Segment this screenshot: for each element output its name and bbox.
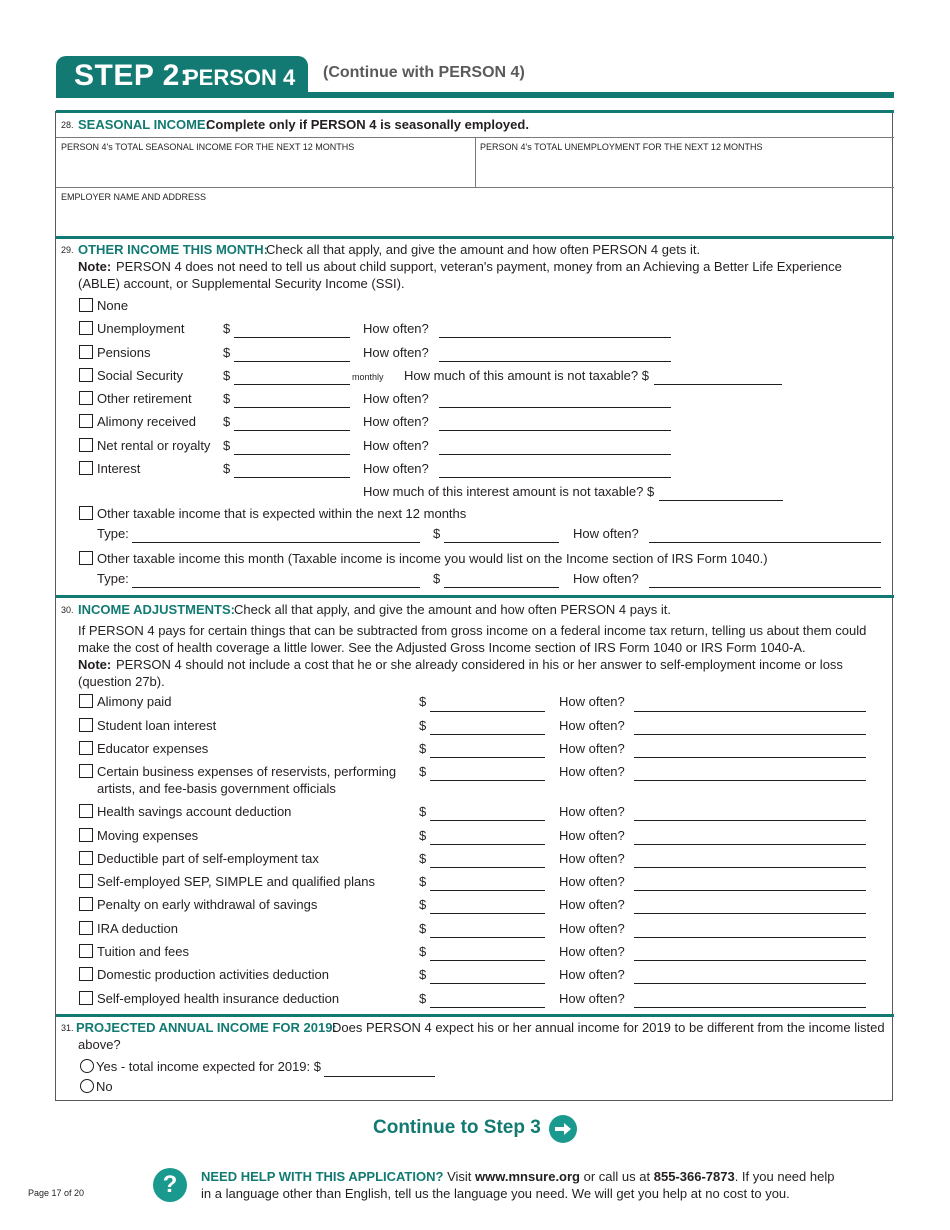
- amount-field[interactable]: [444, 542, 559, 543]
- q30-note: PERSON 4 should not include a cost that he or she already considered in his or her answer to self-employment income or loss: [116, 657, 843, 672]
- dollar-sign: $: [223, 368, 231, 383]
- adjustment-checkbox[interactable]: [79, 921, 93, 935]
- amount-field[interactable]: [430, 960, 545, 961]
- help-rest: . If you need help: [734, 1169, 835, 1184]
- amount-field[interactable]: [430, 983, 545, 984]
- q28-subtitle: Complete only if PERSON 4 is seasonally employed.: [206, 117, 529, 132]
- q31-title: PROJECTED ANNUAL INCOME FOR 2019:: [76, 1020, 337, 1035]
- how-often-label: How often?: [559, 718, 625, 733]
- how-often-field[interactable]: [439, 337, 671, 338]
- adjustment-checkbox[interactable]: [79, 944, 93, 958]
- website-link[interactable]: www.mnsure.org: [475, 1169, 580, 1184]
- ss-not-taxable-field[interactable]: [654, 384, 782, 385]
- amount-field[interactable]: [444, 587, 559, 588]
- seasonal-income-field[interactable]: [57, 155, 473, 186]
- type-field[interactable]: [132, 542, 420, 543]
- how-often-label: How often?: [363, 391, 429, 406]
- none-checkbox[interactable]: [79, 298, 93, 312]
- how-often-label: How often?: [559, 851, 625, 866]
- how-often-field[interactable]: [634, 757, 866, 758]
- dollar-sign: $: [419, 897, 427, 912]
- adjustment-label: IRA deduction: [97, 921, 178, 936]
- dollar-sign: $: [433, 571, 441, 586]
- dollar-sign: $: [223, 414, 231, 429]
- adjustment-checkbox[interactable]: [79, 764, 93, 778]
- continue-to-step-3[interactable]: Continue to Step 3: [373, 1117, 541, 1138]
- help-line-2: in a language other than English, tell us the language you need. We will get you help at no cost to you.: [201, 1186, 790, 1201]
- how-often-field[interactable]: [634, 867, 866, 868]
- how-often-label: How often?: [573, 526, 639, 541]
- other-retirement-checkbox[interactable]: [79, 391, 93, 405]
- adjustment-checkbox[interactable]: [79, 804, 93, 818]
- q30-note-2: (question 27b).: [78, 674, 165, 689]
- type-label: Type:: [97, 526, 129, 541]
- q31-number: 31.: [61, 1023, 74, 1033]
- q29-note-2: (ABLE) account, or Supplemental Security Income (SSI).: [78, 276, 405, 291]
- unemployment-checkbox[interactable]: [79, 321, 93, 335]
- amount-field[interactable]: [234, 454, 350, 455]
- q30-number: 30.: [61, 605, 74, 615]
- dollar-sign: $: [419, 944, 427, 959]
- q29-title: OTHER INCOME THIS MONTH:: [78, 242, 268, 257]
- yes-radio[interactable]: [80, 1059, 94, 1073]
- how-often-field[interactable]: [634, 820, 866, 821]
- type-field[interactable]: [132, 587, 420, 588]
- amount-field[interactable]: [234, 337, 350, 338]
- how-often-label: How often?: [559, 828, 625, 843]
- income-item-label: Other retirement: [97, 391, 192, 406]
- adjustment-checkbox[interactable]: [79, 741, 93, 755]
- how-often-field[interactable]: [439, 454, 671, 455]
- how-often-field[interactable]: [634, 890, 866, 891]
- how-often-field[interactable]: [634, 780, 866, 781]
- how-often-label: How often?: [559, 991, 625, 1006]
- how-often-field[interactable]: [634, 913, 866, 914]
- amount-field[interactable]: [430, 867, 545, 868]
- adjustment-label: Alimony paid: [97, 694, 172, 709]
- adjustment-label: Certain business expenses of reservists, performing: [97, 764, 397, 779]
- page-number: Page 17 of 20: [28, 1188, 85, 1198]
- dollar-sign: $: [419, 741, 427, 756]
- how-often-label: How often?: [559, 921, 625, 936]
- adjustment-label: Domestic production activities deduction: [97, 967, 329, 982]
- expected-income-field[interactable]: [324, 1076, 435, 1077]
- amount-field[interactable]: [430, 913, 545, 914]
- arrow-right-icon[interactable]: [549, 1115, 577, 1143]
- how-often-label: How often?: [559, 967, 625, 982]
- header-rule: [56, 92, 894, 98]
- interest-not-taxable-label: How much of this interest amount is not taxable? $: [363, 484, 655, 499]
- help-title: NEED HELP WITH THIS APPLICATION?: [201, 1169, 444, 1184]
- income-item-label: Interest: [97, 461, 141, 476]
- adjustment-label: Educator expenses: [97, 741, 209, 756]
- how-often-field[interactable]: [634, 1007, 866, 1008]
- adjustment-checkbox[interactable]: [79, 718, 93, 732]
- other-month-checkbox[interactable]: [79, 551, 93, 565]
- q28-number: 28.: [61, 120, 74, 130]
- amount-field[interactable]: [234, 430, 350, 431]
- continue-note: (Continue with PERSON 4): [323, 64, 525, 81]
- no-label: No: [96, 1079, 113, 1094]
- income-item-label: Social Security: [97, 368, 183, 383]
- income-item-label: Alimony received: [97, 414, 196, 429]
- person-label: PERSON 4: [184, 65, 296, 90]
- q30-intro: Check all that apply, and give the amount and how often PERSON 4 pays it.: [234, 602, 671, 617]
- alimony-received-checkbox[interactable]: [79, 414, 93, 428]
- how-often-label: How often?: [559, 874, 625, 889]
- section-rule-31: [56, 1014, 894, 1017]
- section-rule-30: [56, 595, 894, 598]
- adjustment-checkbox[interactable]: [79, 967, 93, 981]
- how-often-field[interactable]: [634, 711, 866, 712]
- dollar-sign: $: [433, 526, 441, 541]
- step-label: STEP 2:: [74, 59, 191, 92]
- how-often-field[interactable]: [634, 960, 866, 961]
- help-visit: Visit: [447, 1169, 472, 1184]
- amount-field[interactable]: [430, 780, 545, 781]
- how-often-field[interactable]: [634, 937, 866, 938]
- dollar-sign: $: [223, 461, 231, 476]
- q31-question-2: above?: [78, 1037, 121, 1052]
- adjustment-checkbox[interactable]: [79, 897, 93, 911]
- how-often-label: How often?: [363, 321, 429, 336]
- dollar-sign: $: [419, 694, 427, 709]
- dollar-sign: $: [223, 345, 231, 360]
- adjustment-label: Self-employed SEP, SIMPLE and qualified plans: [97, 874, 375, 889]
- unemployment-label: PERSON 4's TOTAL UNEMPLOYMENT FOR THE NEXT 12 MONTHS: [480, 142, 763, 152]
- dollar-sign: $: [419, 718, 427, 733]
- adjustment-checkbox[interactable]: [79, 991, 93, 1005]
- how-often-field[interactable]: [634, 734, 866, 735]
- q29-number: 29.: [61, 245, 74, 255]
- social-security-checkbox[interactable]: [79, 368, 93, 382]
- adjustment-label: Self-employed health insurance deduction: [97, 991, 340, 1006]
- dollar-sign: $: [419, 851, 427, 866]
- q31-question: Does PERSON 4 expect his or her annual income for 2019 to be different from the income listed: [332, 1020, 885, 1035]
- section-rule-28: [56, 110, 894, 113]
- amount-field[interactable]: [430, 1007, 545, 1008]
- how-often-field[interactable]: [634, 983, 866, 984]
- net-rental-checkbox[interactable]: [79, 438, 93, 452]
- adjustment-label: Moving expenses: [97, 828, 199, 843]
- amount-field[interactable]: [234, 477, 350, 478]
- q28-title: SEASONAL INCOME:: [78, 117, 210, 132]
- no-radio[interactable]: [80, 1079, 94, 1093]
- adjustment-checkbox[interactable]: [79, 874, 93, 888]
- how-often-label: How often?: [363, 461, 429, 476]
- q30-note-label: Note:: [78, 657, 112, 672]
- amount-field[interactable]: [430, 820, 545, 821]
- q30-title: INCOME ADJUSTMENTS:: [78, 602, 235, 617]
- monthly-label: monthly: [352, 372, 384, 382]
- employer-label: EMPLOYER NAME AND ADDRESS: [61, 192, 207, 202]
- how-often-label: How often?: [363, 414, 429, 429]
- how-often-label: How often?: [559, 694, 625, 709]
- amount-field[interactable]: [430, 890, 545, 891]
- how-often-label: How often?: [573, 571, 639, 586]
- amount-field[interactable]: [234, 407, 350, 408]
- other-expected-label: Other taxable income that is expected within the next 12 months: [97, 506, 467, 521]
- interest-checkbox[interactable]: [79, 461, 93, 475]
- how-often-field[interactable]: [634, 844, 866, 845]
- dollar-sign: $: [419, 921, 427, 936]
- how-often-label: How often?: [363, 345, 429, 360]
- amount-field[interactable]: [430, 711, 545, 712]
- how-often-field[interactable]: [439, 477, 671, 478]
- how-often-field[interactable]: [439, 361, 671, 362]
- how-often-label: How often?: [363, 438, 429, 453]
- other-month-label: Other taxable income this month (Taxable income is income you would list on the Income section of IRS Form 1040.): [97, 551, 768, 566]
- divider: [56, 187, 894, 188]
- q29-note-label: Note:: [78, 259, 112, 274]
- dollar-sign: $: [419, 828, 427, 843]
- amount-field[interactable]: [430, 937, 545, 938]
- ss-not-taxable-label: How much of this amount is not taxable? $: [404, 368, 649, 383]
- employer-field[interactable]: [57, 205, 892, 235]
- dollar-sign: $: [419, 967, 427, 982]
- dollar-sign: $: [223, 321, 231, 336]
- q29-intro: Check all that apply, and give the amount and how often PERSON 4 gets it.: [266, 242, 701, 257]
- help-call: or call us at: [583, 1169, 651, 1184]
- interest-not-taxable-field[interactable]: [659, 500, 783, 501]
- adjustment-checkbox[interactable]: [79, 851, 93, 865]
- adjustment-label: Tuition and fees: [97, 944, 190, 959]
- step-header-tab: [56, 56, 308, 94]
- dollar-sign: $: [419, 764, 427, 779]
- other-expected-checkbox[interactable]: [79, 506, 93, 520]
- adjustment-label: Deductible part of self-employment tax: [97, 851, 319, 866]
- how-often-label: How often?: [559, 944, 625, 959]
- help-icon: ?: [153, 1168, 187, 1202]
- how-often-label: How often?: [559, 897, 625, 912]
- how-often-label: How often?: [559, 741, 625, 756]
- dollar-sign: $: [419, 991, 427, 1006]
- pensions-checkbox[interactable]: [79, 345, 93, 359]
- divider: [475, 137, 476, 187]
- adjustment-label-line2: artists, and fee-basis government officials: [97, 781, 336, 796]
- adjustment-checkbox[interactable]: [79, 694, 93, 708]
- adjustment-checkbox[interactable]: [79, 828, 93, 842]
- amount-field[interactable]: [430, 844, 545, 845]
- unemployment-field[interactable]: [477, 155, 892, 186]
- adjustment-label: Student loan interest: [97, 718, 217, 733]
- how-often-field[interactable]: [649, 587, 881, 588]
- type-label: Type:: [97, 571, 129, 586]
- section-rule-29: [56, 236, 894, 239]
- q29-note: PERSON 4 does not need to tell us about child support, veteran's payment, money from an Achieving a Better Life Experience: [116, 259, 842, 274]
- dollar-sign: $: [223, 391, 231, 406]
- q30-para-2: make the cost of health coverage a little lower. See the Adjusted Gross Income section of IRS Form 1040 or IRS Form 1040-A.: [78, 640, 806, 655]
- income-item-label: Unemployment: [97, 321, 185, 336]
- q30-para-1: If PERSON 4 pays for certain things that can be subtracted from gross income on a federal income tax return, telling us about them could: [78, 623, 867, 638]
- how-often-label: How often?: [559, 764, 625, 779]
- how-often-field[interactable]: [439, 430, 671, 431]
- dollar-sign: $: [223, 438, 231, 453]
- amount-field[interactable]: [430, 757, 545, 758]
- dollar-sign: $: [419, 874, 427, 889]
- how-often-field[interactable]: [649, 542, 881, 543]
- how-often-field[interactable]: [439, 407, 671, 408]
- how-often-label: How often?: [559, 804, 625, 819]
- amount-field[interactable]: [430, 734, 545, 735]
- amount-field[interactable]: [234, 384, 350, 385]
- amount-field[interactable]: [234, 361, 350, 362]
- seasonal-income-label: PERSON 4's TOTAL SEASONAL INCOME FOR THE NEXT 12 MONTHS: [61, 142, 355, 152]
- phone-number[interactable]: 855-366-7873: [653, 1169, 735, 1184]
- dollar-sign: $: [419, 804, 427, 819]
- income-item-label: Pensions: [97, 345, 151, 360]
- help-text: [201, 1168, 841, 1202]
- none-label: None: [97, 298, 129, 313]
- income-item-label: Net rental or royalty: [97, 438, 211, 453]
- yes-label: Yes - total income expected for 2019: $: [96, 1059, 321, 1074]
- adjustment-label: Health savings account deduction: [97, 804, 292, 819]
- adjustment-label: Penalty on early withdrawal of savings: [97, 897, 318, 912]
